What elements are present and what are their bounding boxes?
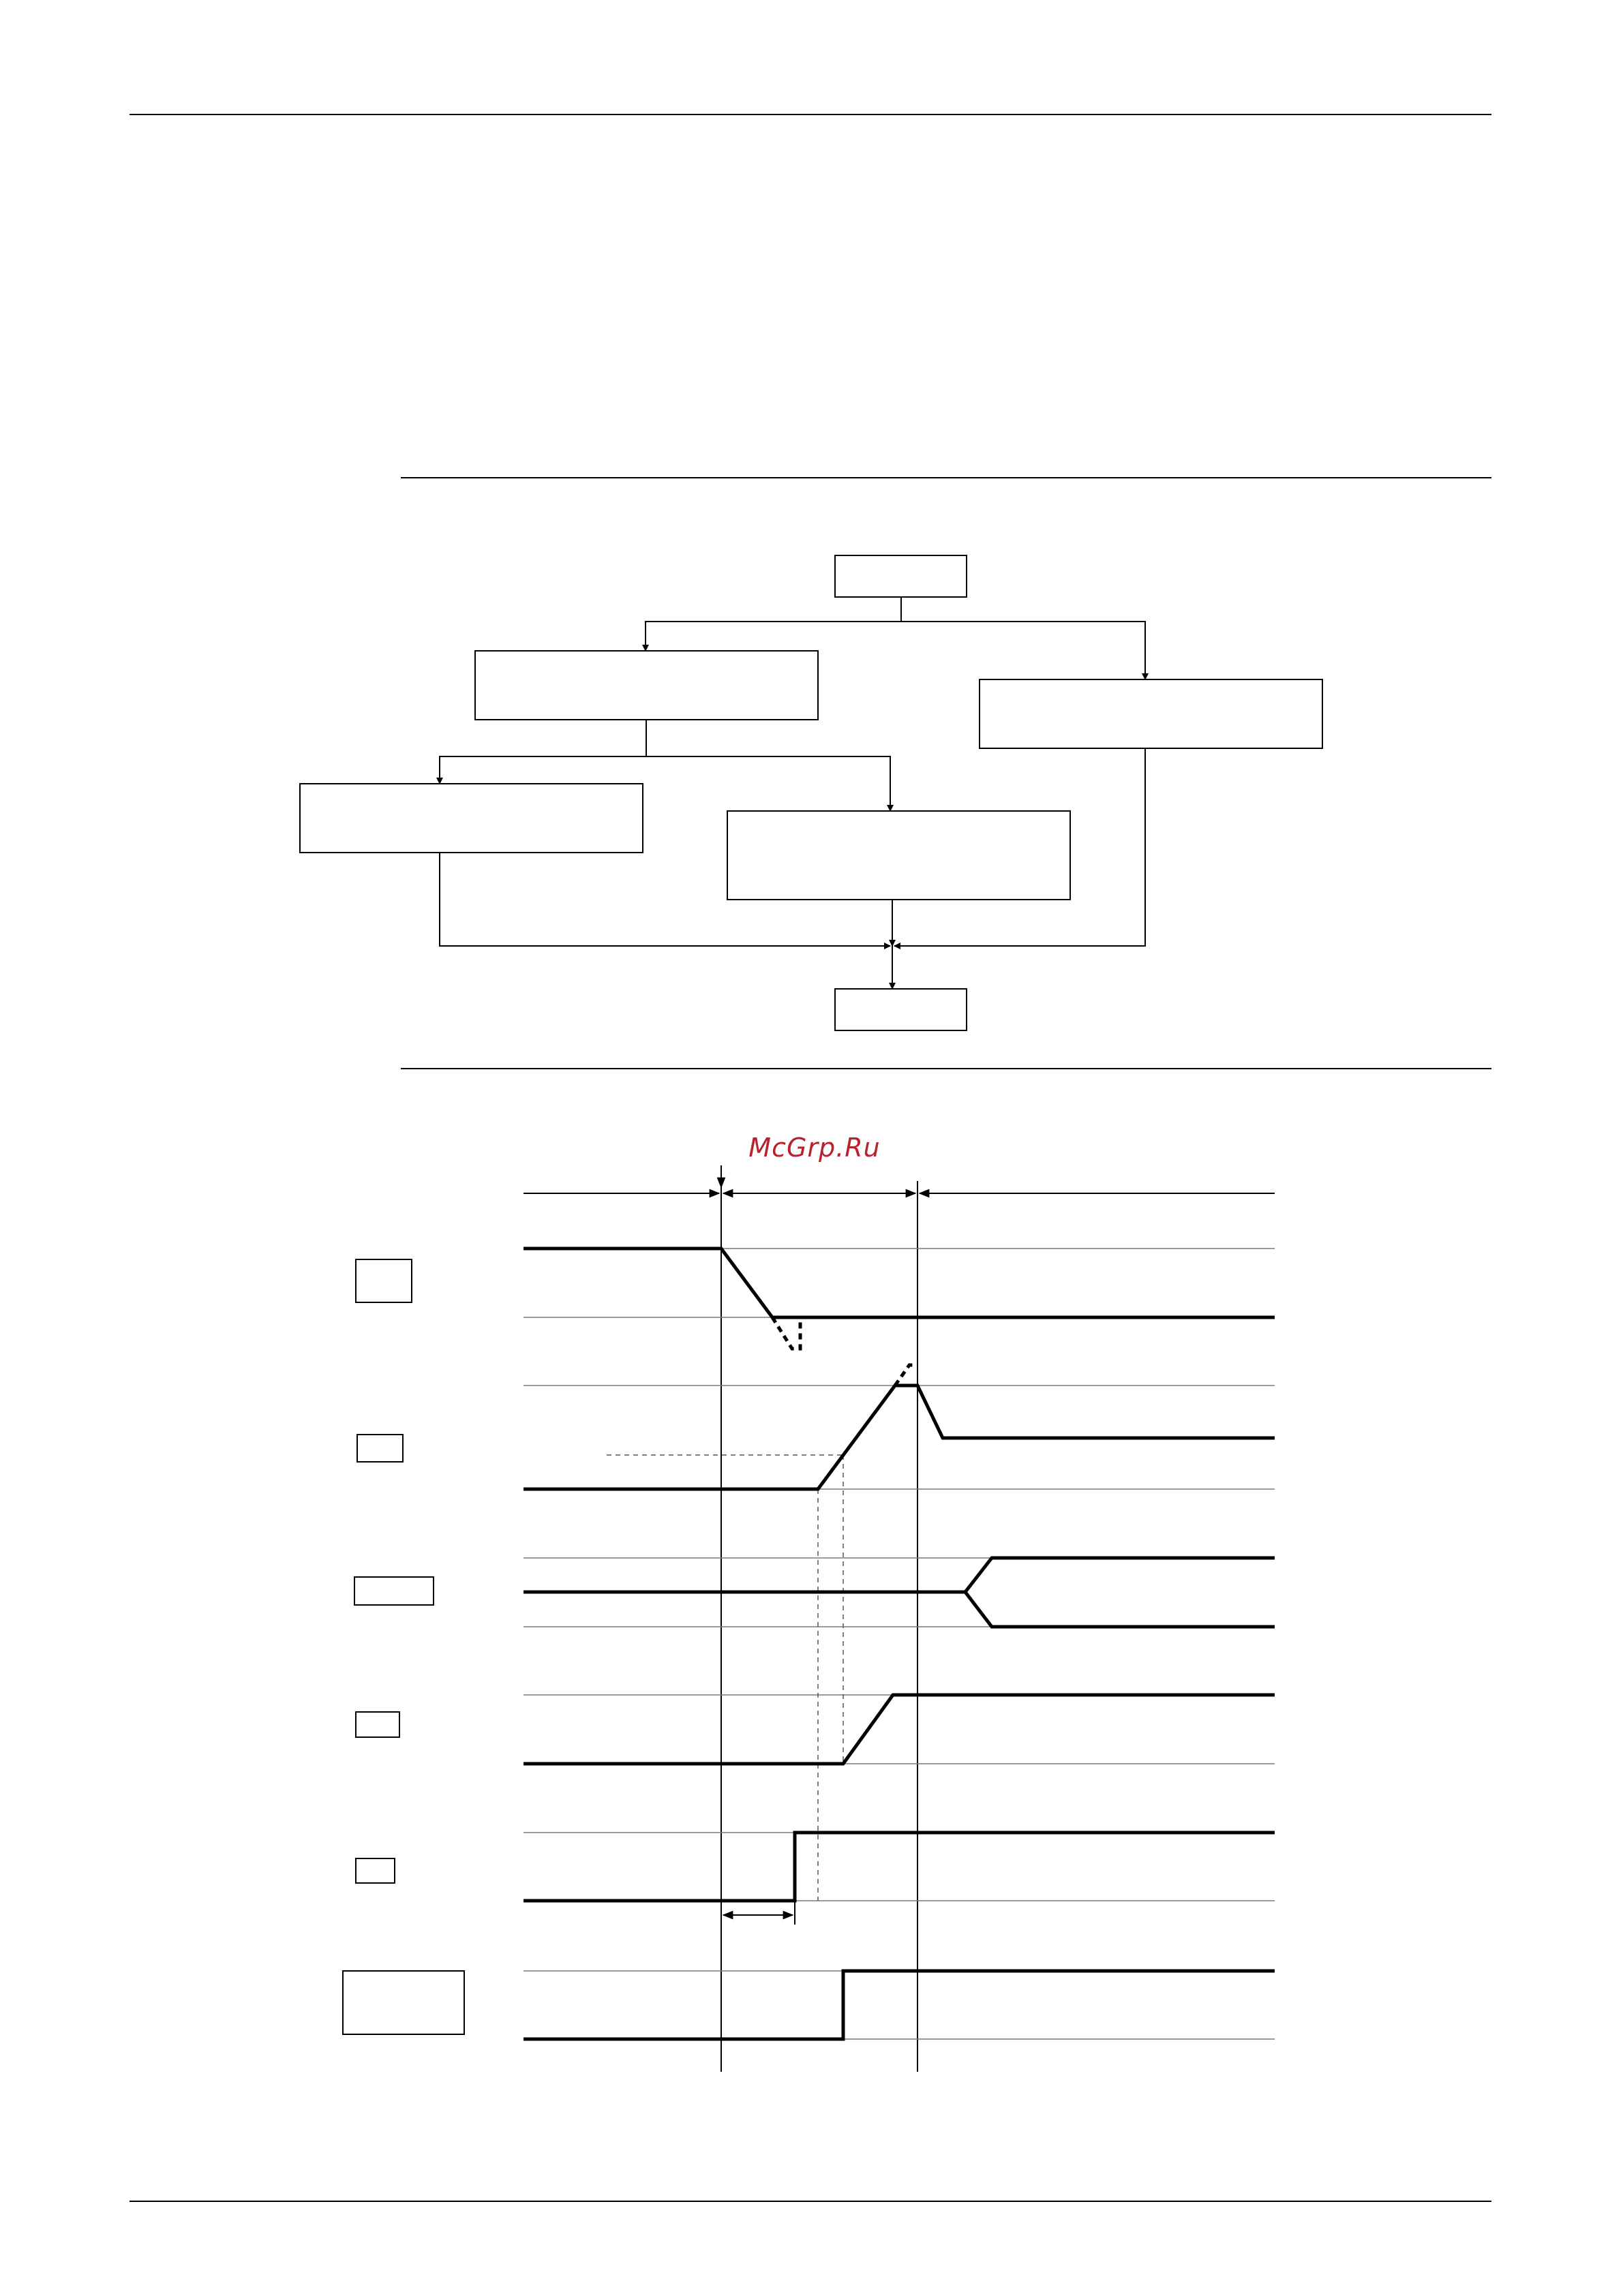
flow-arrow-from-branch-right (894, 748, 1145, 946)
signal-trace-2-overshoot (895, 1365, 917, 1386)
flowchart-box-end (835, 989, 967, 1030)
flow-arrow-to-branch-right (901, 622, 1145, 679)
overshoot-traces (772, 1317, 917, 1386)
signal-trace-4 (524, 1695, 1275, 1764)
signal-trace-5 (524, 1833, 1275, 1901)
signal-label-box-4 (356, 1712, 399, 1737)
flow-arrow-to-sub-middle (646, 756, 890, 811)
flow-arrow-to-branch-left (646, 622, 901, 651)
signal-label-boxes (343, 1259, 464, 2034)
flowchart-box-sub-left (300, 784, 643, 853)
signal-traces (524, 1249, 1275, 2039)
signal-trace-3-upper (524, 1558, 1275, 1592)
signal-trace-6 (524, 1971, 1275, 2039)
reference-lines (524, 1249, 1275, 2039)
timing-chart (343, 1165, 1275, 2072)
watermark-text: McGrp.Ru (748, 1133, 881, 1163)
signal-label-box-6 (343, 1971, 464, 2034)
flowchart-box-branch-right (980, 679, 1322, 748)
signal-label-box-5 (356, 1858, 395, 1883)
signal-trace-3-lower (965, 1592, 1275, 1627)
flow-arrow-to-sub-left (440, 756, 646, 784)
signal-label-box-1 (356, 1259, 412, 1302)
flowchart-box-start (835, 555, 967, 597)
signal-trace-1 (524, 1249, 1275, 1317)
flowchart-box-branch-left (475, 651, 818, 720)
signal-trace-2 (524, 1386, 1275, 1489)
signal-label-box-3 (354, 1577, 434, 1605)
signal-trace-1-overshoot (772, 1317, 800, 1349)
signal-label-box-2 (357, 1435, 403, 1462)
flowchart-box-sub-middle (727, 811, 1070, 900)
flowchart (300, 555, 1322, 1030)
